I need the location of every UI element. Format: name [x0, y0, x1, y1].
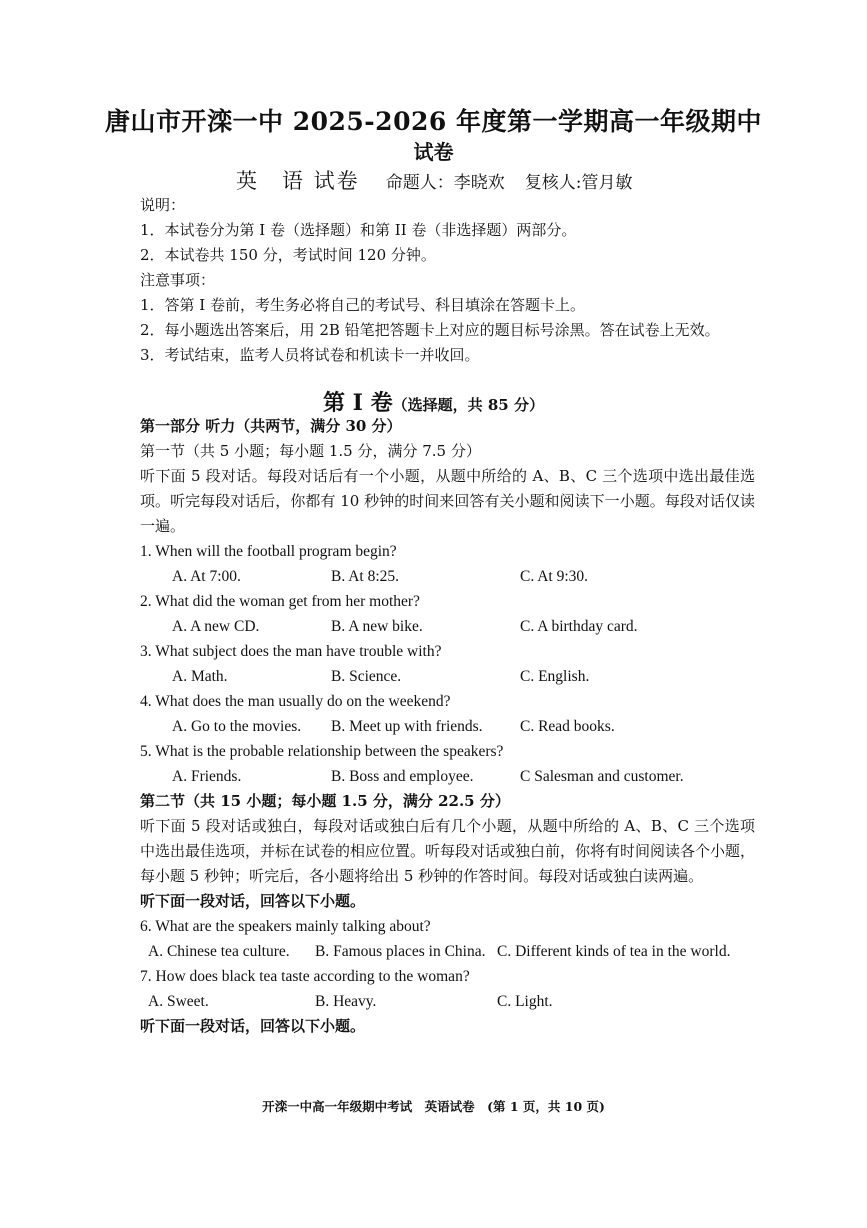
option-c: C Salesman and customer.: [520, 768, 684, 785]
page-footer: 开滦一中高一年级期中考试 英语试卷 (第 1 页，共 10 页): [262, 1099, 605, 1114]
notes-item: 2．本试卷共 150 分，考试时间 120 分钟。: [140, 246, 436, 264]
question-options: [140, 989, 755, 1014]
reviewer-label: 复核人:管月敏: [524, 173, 633, 193]
question-text: 1. When will the football program begin?: [140, 543, 397, 560]
section-title: 第 I 卷: [323, 390, 393, 416]
option-c: C. Different kinds of tea in the world.: [497, 943, 731, 960]
option-c: C. A birthday card.: [520, 618, 638, 635]
option-c: C. Light.: [497, 993, 553, 1010]
question-text: 3. What subject does the man have trouble with?: [140, 643, 442, 660]
option-a: A. Friends.: [172, 768, 242, 785]
subsection-instructions: 听下面 5 段对话或独白，每段对话或独白后有几个小题，从题中所给的 A、B、C 三个选项中选出最佳选项，并标在试卷的相应位置。听每段对话或独白前，你将有时间阅读各个小题，每小题 5 秒钟；听完后，各小题将给出 5 秒钟的作答时间。每段对话或独白读两遍。: [140, 817, 756, 885]
exam-title: 唐山市开滦一中 2025-2026 年度第一学期高一年级期中: [105, 107, 762, 136]
question-options: [140, 564, 755, 589]
author-label: 命题人：李晓欢: [385, 173, 505, 193]
question-options: [140, 664, 755, 689]
instructions-block: [140, 193, 720, 368]
question-options: [140, 939, 755, 964]
question-text: 6. What are the speakers mainly talking about?: [140, 918, 431, 935]
attention-item: 1．答第 I 卷前，考生务必将自己的考试号、科目填涂在答题卡上。: [140, 296, 586, 314]
option-a: A. Go to the movies.: [172, 718, 302, 735]
question-options: [140, 714, 755, 739]
question-text: 2. What did the woman get from her mother?: [140, 593, 420, 610]
attention-item: 3．考试结束，监考人员将试卷和机读卡一并收回。: [140, 346, 480, 364]
attention-item: 2．每小题选出答案后，用 2B 铅笔把答题卡上对应的题目标号涂黑。答在试卷上无效。: [140, 321, 720, 339]
option-a: A. Sweet.: [148, 993, 209, 1010]
part-heading: 第一部分 听力（共两节，满分 30 分）: [140, 417, 402, 435]
subsection-instructions: 听下面 5 段对话。每段对话后有一个小题，从题中所给的 A、B、C 三个选项中选出最佳选项。听完每段对话后，你都有 10 秒钟的时间来回答有关小题和阅读下一小题。每段对话仅读一遍。: [140, 467, 755, 535]
option-c: C. English.: [520, 668, 590, 685]
section-heading: [0, 386, 867, 417]
option-b: B. Science.: [331, 668, 402, 685]
option-b: B. Famous places in China.: [315, 943, 486, 960]
option-b: B. Boss and employee.: [331, 768, 474, 785]
notes-item: 1．本试卷分为第 I 卷（选择题）和第 II 卷（非选择题）两部分。: [140, 221, 577, 239]
option-b: B. Meet up with friends.: [331, 718, 483, 735]
question-options: [140, 614, 755, 639]
question-text: 5. What is the probable relationship between the speakers?: [140, 743, 504, 760]
question-text: 7. How does black tea taste according to the woman?: [140, 968, 470, 985]
listen-prompt: 听下面一段对话，回答以下小题。: [140, 1017, 366, 1035]
listen-prompt: 听下面一段对话，回答以下小题。: [140, 892, 366, 910]
subject-line: [236, 165, 647, 195]
option-b: B. Heavy.: [315, 993, 377, 1010]
option-b: B. At 8:25.: [331, 568, 400, 585]
option-a: A. Math.: [172, 668, 228, 685]
question-text: 4. What does the man usually do on the weekend?: [140, 693, 451, 710]
option-a: A. At 7:00.: [172, 568, 241, 585]
option-a: A. Chinese tea culture.: [148, 943, 290, 960]
subject-label: 英 语 试卷: [236, 169, 360, 193]
listening-section: [140, 414, 755, 1039]
question-options: [140, 764, 755, 789]
option-a: A. A new CD.: [172, 618, 260, 635]
option-c: C. Read books.: [520, 718, 615, 735]
subsection-heading: 第一节（共 5 小题；每小题 1.5 分，满分 7.5 分）: [140, 442, 481, 460]
section-note: （选择题，共 85 分）: [392, 396, 544, 414]
attention-heading: 注意事项：: [140, 271, 216, 289]
option-b: B. A new bike.: [331, 618, 423, 635]
option-c: C. At 9:30.: [520, 568, 589, 585]
subsection-heading: 第二节（共 15 小题；每小题 1.5 分，满分 22.5 分）: [140, 792, 510, 810]
exam-title-continuation: 试卷: [413, 140, 454, 164]
notes-heading: 说明：: [140, 196, 186, 214]
